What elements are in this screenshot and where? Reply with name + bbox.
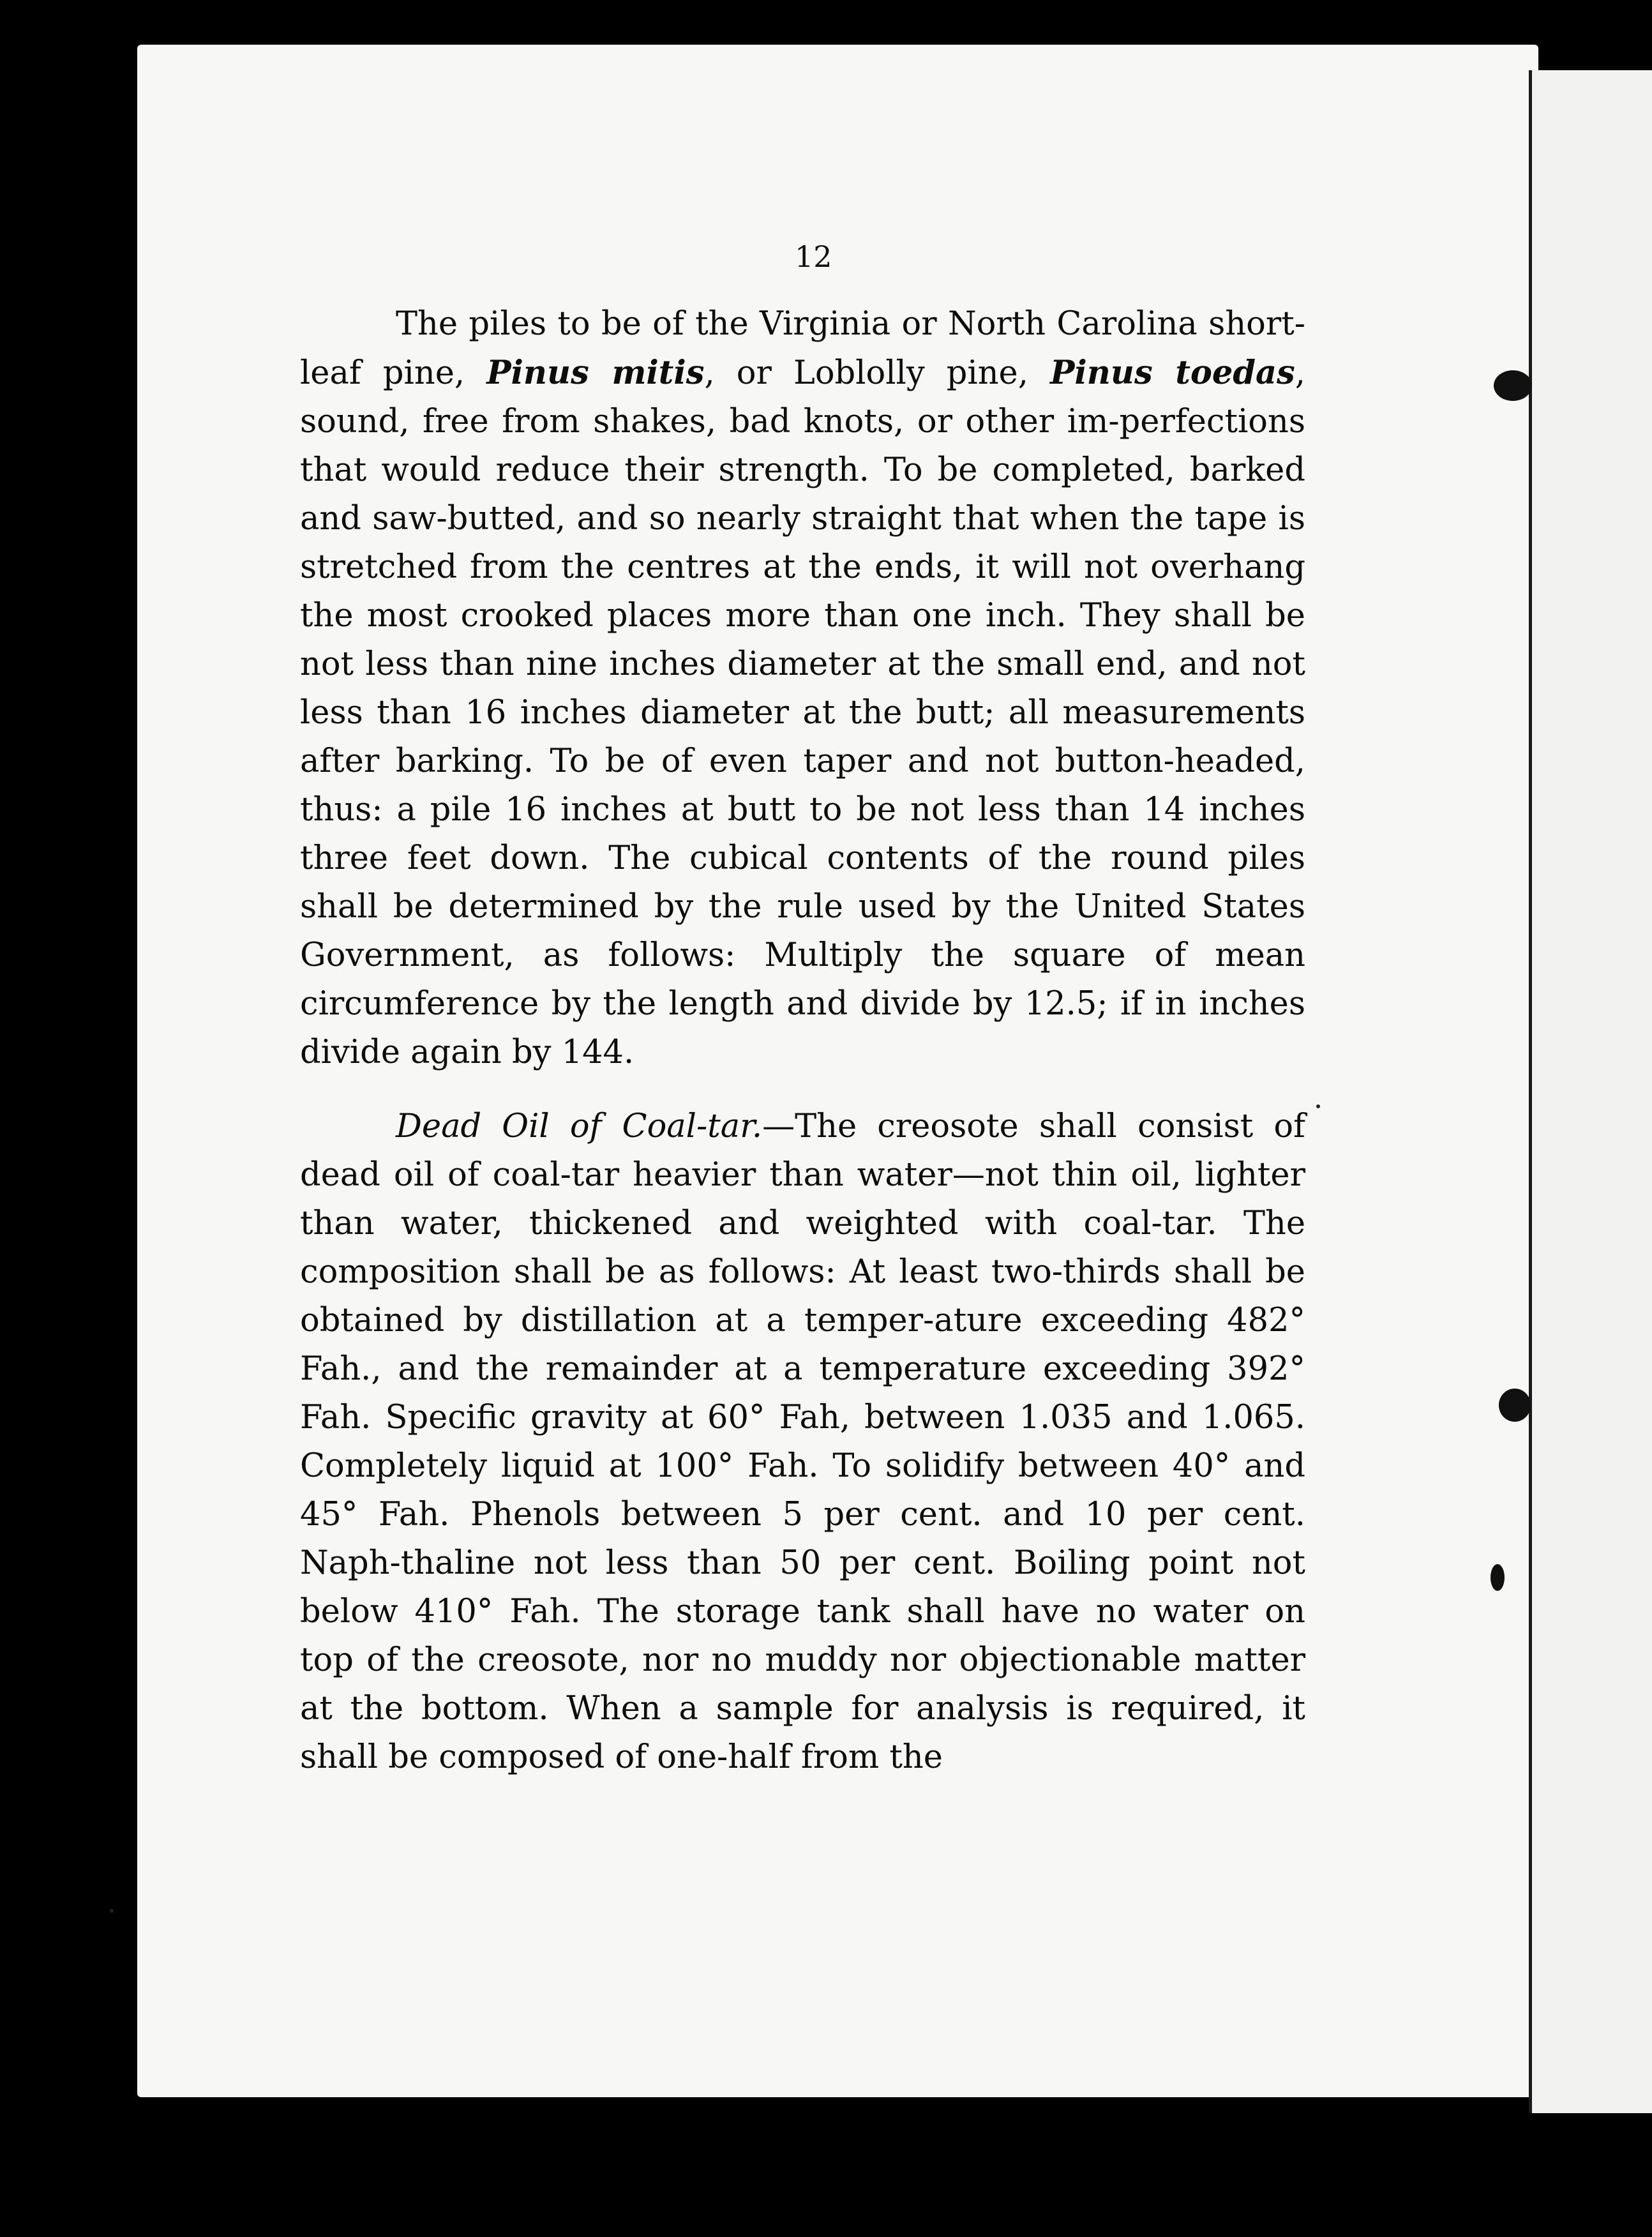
facing-page-edge — [1532, 70, 1652, 2113]
latin-name: Pinus mitis — [486, 354, 705, 392]
ink-blot — [1499, 1389, 1531, 1422]
ink-blot — [1494, 370, 1532, 401]
latin-name: Pinus toedas — [1050, 354, 1295, 392]
paragraph-text: The piles to be of the Virginia or North Carolina short-leaf pine, — [300, 305, 1305, 392]
paragraph-text: —The creosote shall consist of dead oil of coal-tar heavier than water—not thin oil, lighter than water, thickened and weighted with coal-tar. The composition shall be as follows: At least two-thirds shall be obtained by distillation at a temper-ature exceeding 482° Fah., and the remainder at a temperature exceeding 392° Fah. Specific gravity at 60° Fah, between 1.035 and 1.065. Completely liquid at 100° Fah. To solidify between 40° and 45° Fah. Phenols between 5 per cent. and 10 per cent. Naph-thaline not less than 50 per cent. Boiling point not below 410° Fah. The storage tank shall have no water on top of the creosote, nor no muddy nor objectionable matter at the bottom. When a sample for analysis is required, it shall be composed of one-half from the — [300, 1108, 1305, 1776]
paragraph-text: , sound, free from shakes, bad knots, or other im-perfections that would reduce their strength. To be completed, barked and saw-butted, and so nearly straight that when the tape is stretched from the centres at the ends, it will not overhang the most crooked places more than one inch. They shall be not less than nine inches diameter at the small end, and not less than 16 inches diameter at the butt; all measurements after barking. To be of even taper and not button-headed, thus: a pile 16 inches at butt to be not less than 14 inches three feet down. The cubical contents of the round piles shall be determined by the rule used by the United States Government, as follows: Multiply the square of mean circumference by the length and divide by 12.5; if in inches divide again by 144. — [300, 354, 1305, 1071]
speck — [110, 1909, 114, 1913]
page-body — [300, 300, 1305, 1782]
ink-blot — [1491, 1564, 1505, 1591]
section-heading: Dead Oil of Coal-tar. — [396, 1108, 763, 1145]
paragraph-piles — [300, 300, 1305, 1077]
page-number: 12 — [795, 239, 832, 274]
speck — [1316, 1104, 1320, 1108]
paragraph-text: , or Loblolly pine, — [704, 354, 1051, 392]
paragraph-creosote — [300, 1103, 1305, 1782]
